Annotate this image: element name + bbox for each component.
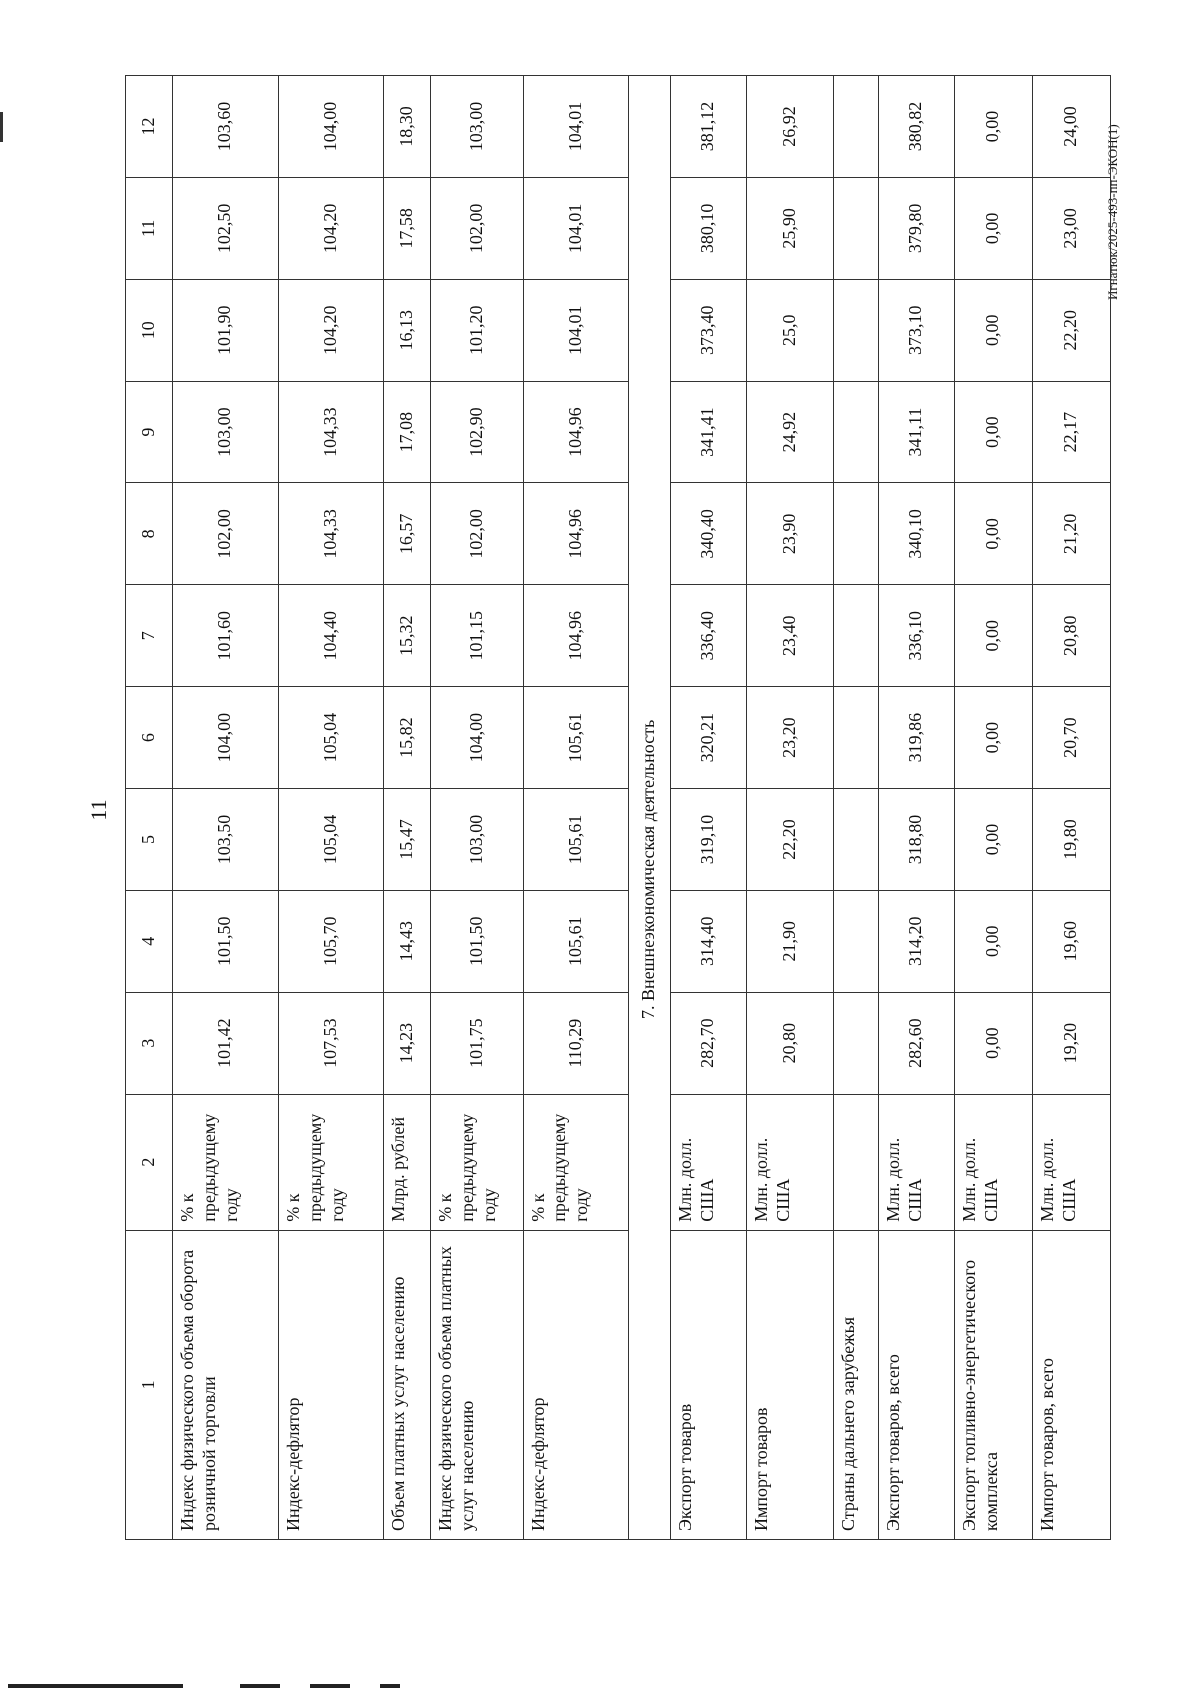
column-number: 5: [126, 789, 173, 891]
indicator-name: Экспорт топливно-энергетического комплекса: [954, 1230, 1032, 1539]
value-cell: 103,00: [430, 789, 523, 891]
value-cell: 18,30: [383, 76, 430, 178]
value-cell: 104,96: [523, 483, 628, 585]
value-cell: 105,04: [278, 687, 383, 789]
column-number: 2: [126, 1094, 173, 1230]
value-cell: 341,11: [878, 381, 954, 483]
empty-cell: [833, 789, 878, 891]
value-cell: 14,43: [383, 890, 430, 992]
indicator-name: Индекс физического объема оборота розничной торговли: [172, 1230, 278, 1539]
value-cell: 22,20: [1032, 279, 1110, 381]
empty-cell: [833, 890, 878, 992]
value-cell: 15,47: [383, 789, 430, 891]
empty-cell: [833, 76, 878, 178]
value-cell: 24,92: [746, 381, 833, 483]
value-cell: 314,40: [670, 890, 746, 992]
column-number: 6: [126, 687, 173, 789]
value-cell: 20,80: [1032, 585, 1110, 687]
value-cell: 102,00: [172, 483, 278, 585]
value-cell: 17,58: [383, 177, 430, 279]
value-cell: 103,00: [430, 76, 523, 178]
column-number: 1: [126, 1230, 173, 1539]
empty-cell: [833, 687, 878, 789]
empty-cell: [833, 381, 878, 483]
table-row: [878, 76, 954, 1540]
unit-of-measure: % к предыдущему году: [523, 1094, 628, 1230]
indicator-name: Экспорт товаров, всего: [878, 1230, 954, 1539]
unit-of-measure: Млн. долл. США: [878, 1094, 954, 1230]
document-code: Игнатюк/2025-493-пп-ЭКОН(1): [1105, 124, 1120, 300]
value-cell: 101,50: [430, 890, 523, 992]
table-row: [383, 76, 430, 1540]
value-cell: 0,00: [954, 279, 1032, 381]
unit-of-measure: Млн. долл. США: [954, 1094, 1032, 1230]
value-cell: 0,00: [954, 76, 1032, 178]
value-cell: 101,75: [430, 992, 523, 1094]
value-cell: 105,61: [523, 789, 628, 891]
indicator-name: Импорт товаров, всего: [1032, 1230, 1110, 1539]
value-cell: 25,0: [746, 279, 833, 381]
value-cell: 23,20: [746, 687, 833, 789]
value-cell: 373,40: [670, 279, 746, 381]
page-number: 11: [86, 799, 111, 821]
value-cell: 282,70: [670, 992, 746, 1094]
value-cell: 17,08: [383, 381, 430, 483]
indicator-name: Индекс-дефлятор: [523, 1230, 628, 1539]
value-cell: 103,60: [172, 76, 278, 178]
table-row: [278, 76, 383, 1540]
empty-cell: [833, 992, 878, 1094]
value-cell: 105,04: [278, 789, 383, 891]
value-cell: 336,10: [878, 585, 954, 687]
value-cell: 15,82: [383, 687, 430, 789]
value-cell: 320,21: [670, 687, 746, 789]
value-cell: 319,10: [670, 789, 746, 891]
value-cell: 104,00: [430, 687, 523, 789]
value-cell: 24,00: [1032, 76, 1110, 178]
value-cell: 104,96: [523, 585, 628, 687]
empty-cell: [833, 177, 878, 279]
value-cell: 101,20: [430, 279, 523, 381]
value-cell: 380,10: [670, 177, 746, 279]
table-header-row: [126, 76, 173, 1540]
value-cell: 318,80: [878, 789, 954, 891]
column-number: 4: [126, 890, 173, 992]
value-cell: 0,00: [954, 381, 1032, 483]
value-cell: 102,00: [430, 483, 523, 585]
value-cell: 104,33: [278, 483, 383, 585]
value-cell: 103,00: [172, 381, 278, 483]
value-cell: 104,96: [523, 381, 628, 483]
value-cell: 314,20: [878, 890, 954, 992]
unit-of-measure: Млрд. рублей: [383, 1094, 430, 1230]
value-cell: 22,17: [1032, 381, 1110, 483]
value-cell: 104,33: [278, 381, 383, 483]
value-cell: 0,00: [954, 890, 1032, 992]
value-cell: 101,15: [430, 585, 523, 687]
value-cell: 104,00: [278, 76, 383, 178]
value-cell: 19,60: [1032, 890, 1110, 992]
value-cell: 25,90: [746, 177, 833, 279]
table-row: [954, 76, 1032, 1540]
scan-margin-mark: [0, 112, 3, 142]
value-cell: 23,90: [746, 483, 833, 585]
scan-artifact: [0, 1684, 1200, 1690]
value-cell: 101,50: [172, 890, 278, 992]
table-row: [746, 76, 833, 1540]
value-cell: 19,20: [1032, 992, 1110, 1094]
value-cell: 104,20: [278, 177, 383, 279]
column-number: 9: [126, 381, 173, 483]
value-cell: 0,00: [954, 177, 1032, 279]
value-cell: 104,01: [523, 177, 628, 279]
indicator-name: Объем платных услуг населению: [383, 1230, 430, 1539]
column-number: 10: [126, 279, 173, 381]
value-cell: 110,29: [523, 992, 628, 1094]
value-cell: 102,00: [430, 177, 523, 279]
value-cell: 102,90: [430, 381, 523, 483]
rotated-table-wrapper: [125, 75, 1111, 1540]
value-cell: 336,40: [670, 585, 746, 687]
value-cell: 103,50: [172, 789, 278, 891]
value-cell: 341,41: [670, 381, 746, 483]
unit-of-measure: % к предыдущему году: [172, 1094, 278, 1230]
table-row: [670, 76, 746, 1540]
value-cell: 16,13: [383, 279, 430, 381]
value-cell: 101,60: [172, 585, 278, 687]
column-number: 7: [126, 585, 173, 687]
table-row: [1032, 76, 1110, 1540]
value-cell: 105,70: [278, 890, 383, 992]
column-number: 8: [126, 483, 173, 585]
value-cell: 22,20: [746, 789, 833, 891]
indicator-name: Экспорт товаров: [670, 1230, 746, 1539]
unit-of-measure: % к предыдущему году: [430, 1094, 523, 1230]
value-cell: 340,40: [670, 483, 746, 585]
value-cell: 104,20: [278, 279, 383, 381]
value-cell: 105,61: [523, 687, 628, 789]
value-cell: 282,60: [878, 992, 954, 1094]
unit-of-measure: % к предыдущему году: [278, 1094, 383, 1230]
indicator-name: Импорт товаров: [746, 1230, 833, 1539]
unit-of-measure: Млн. долл. США: [670, 1094, 746, 1230]
value-cell: 20,80: [746, 992, 833, 1094]
table-row: [523, 76, 628, 1540]
column-number: 12: [126, 76, 173, 178]
column-number: 11: [126, 177, 173, 279]
subsection-title: Страны дальнего зарубежья: [833, 1230, 878, 1539]
value-cell: 340,10: [878, 483, 954, 585]
empty-cell: [833, 483, 878, 585]
value-cell: 16,57: [383, 483, 430, 585]
value-cell: 14,23: [383, 992, 430, 1094]
value-cell: 0,00: [954, 789, 1032, 891]
table-row: [430, 76, 523, 1540]
value-cell: 26,92: [746, 76, 833, 178]
value-cell: 380,82: [878, 76, 954, 178]
value-cell: 105,61: [523, 890, 628, 992]
value-cell: 319,86: [878, 687, 954, 789]
value-cell: 23,40: [746, 585, 833, 687]
subsection-row: [833, 76, 878, 1540]
value-cell: 379,80: [878, 177, 954, 279]
unit-of-measure: Млн. долл. США: [746, 1094, 833, 1230]
value-cell: 104,00: [172, 687, 278, 789]
value-cell: 104,01: [523, 279, 628, 381]
value-cell: 19,80: [1032, 789, 1110, 891]
value-cell: 21,90: [746, 890, 833, 992]
value-cell: 20,70: [1032, 687, 1110, 789]
value-cell: 23,00: [1032, 177, 1110, 279]
forecast-table: [125, 75, 1111, 1540]
value-cell: 15,32: [383, 585, 430, 687]
value-cell: 101,42: [172, 992, 278, 1094]
table-row: [172, 76, 278, 1540]
empty-cell: [833, 1094, 878, 1230]
column-number: 3: [126, 992, 173, 1094]
indicator-name: Индекс физического объема платных услуг населению: [430, 1230, 523, 1539]
value-cell: 104,40: [278, 585, 383, 687]
value-cell: 0,00: [954, 687, 1032, 789]
value-cell: 373,10: [878, 279, 954, 381]
value-cell: 107,53: [278, 992, 383, 1094]
unit-of-measure: Млн. долл. США: [1032, 1094, 1110, 1230]
value-cell: 381,12: [670, 76, 746, 178]
value-cell: 0,00: [954, 483, 1032, 585]
value-cell: 101,90: [172, 279, 278, 381]
empty-cell: [833, 585, 878, 687]
value-cell: 21,20: [1032, 483, 1110, 585]
indicator-name: Индекс-дефлятор: [278, 1230, 383, 1539]
section-row: [628, 76, 670, 1540]
value-cell: 0,00: [954, 585, 1032, 687]
value-cell: 104,01: [523, 76, 628, 178]
value-cell: 0,00: [954, 992, 1032, 1094]
section-title: 7. Внешнеэкономическая деятельность: [628, 76, 670, 1540]
value-cell: 102,50: [172, 177, 278, 279]
empty-cell: [833, 279, 878, 381]
